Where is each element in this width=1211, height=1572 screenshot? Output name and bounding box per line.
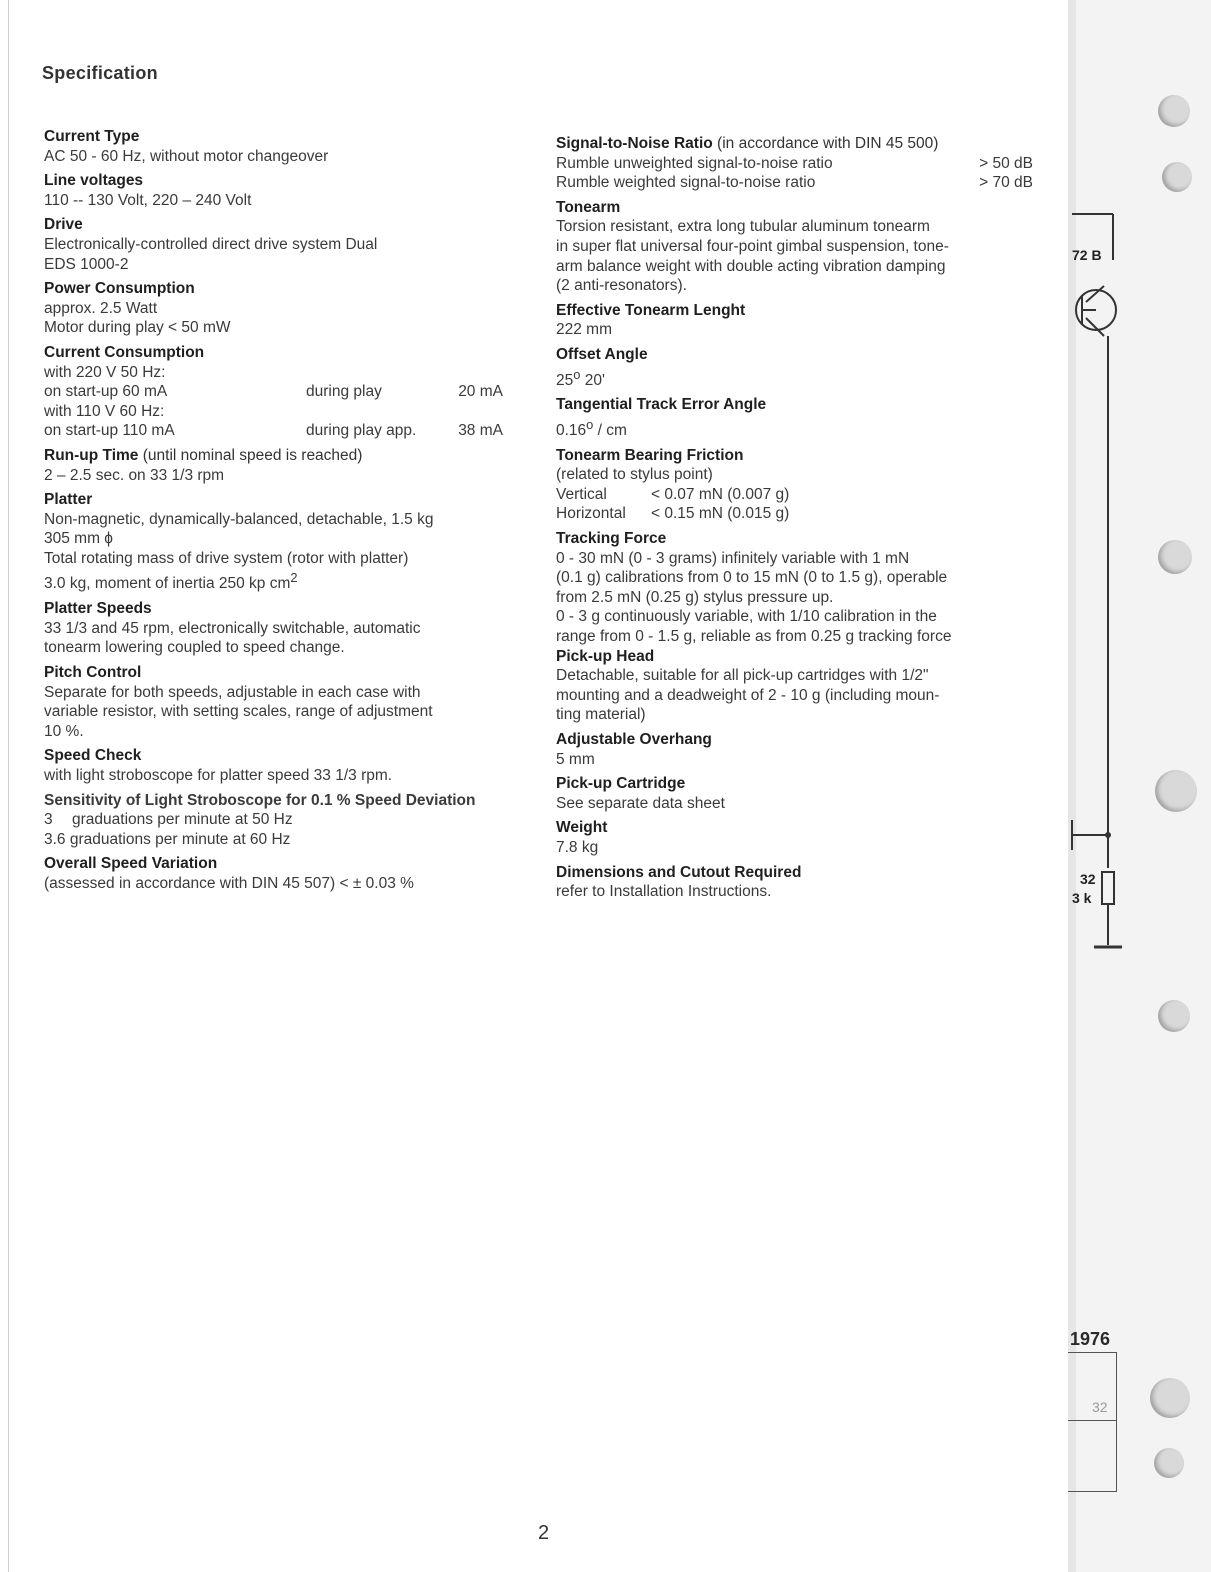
section-heading: Power Consumption bbox=[44, 280, 195, 298]
section-line: (related to stylus point) bbox=[556, 466, 713, 484]
section-heading: Platter Speeds bbox=[44, 600, 152, 618]
section-line: refer to Installation Instructions. bbox=[556, 883, 772, 901]
page-edge bbox=[8, 0, 9, 1572]
section-line: tonearm lowering coupled to speed change. bbox=[44, 639, 345, 657]
section-line bbox=[556, 365, 1038, 391]
section-line: (2 anti-resonators). bbox=[556, 277, 687, 295]
section-line: in super flat universal four-point gimbal suspension, tone- bbox=[556, 237, 949, 255]
angle-value: 25 bbox=[556, 371, 574, 389]
section-line: Total rotating mass of drive system (rotor with platter) bbox=[44, 549, 409, 567]
section-line: mounting and a deadweight of 2 - 10 g (including moun- bbox=[556, 686, 940, 704]
section-line: with light stroboscope for platter speed 33 1/3 rpm. bbox=[44, 766, 393, 784]
section-line: 3.6 graduations per minute at 60 Hz bbox=[44, 830, 291, 848]
section-speed-check bbox=[44, 746, 519, 785]
section-heading: Line voltages bbox=[44, 172, 144, 190]
friction-axis: Horizontal bbox=[556, 505, 626, 523]
section-current-type bbox=[44, 127, 519, 166]
current-row bbox=[44, 421, 519, 441]
section-tangential-error bbox=[556, 395, 1038, 440]
section-line bbox=[44, 568, 519, 594]
section-line: range from 0 - 1.5 g, reliable as from 0.25 g tracking force bbox=[556, 627, 952, 645]
section-line: Detachable, suitable for all pick-up cartridges with 1/2" bbox=[556, 667, 929, 685]
section-heading: Tracking Force bbox=[556, 530, 667, 547]
section-line: EDS 1000-2 bbox=[44, 255, 129, 273]
snr-label: Rumble unweighted signal-to-noise ratio bbox=[556, 154, 833, 172]
section-overhang bbox=[556, 730, 1038, 769]
section-line: (0.1 g) calibrations from 0 to 15 mN (0 to 1.5 g), operable bbox=[556, 569, 948, 587]
section-line: Motor during play < 50 mW bbox=[44, 319, 231, 337]
section-runup-time bbox=[44, 446, 519, 485]
section-line: 0 - 3 g continuously variable, with 1/10 calibration in the bbox=[556, 608, 937, 626]
year-box-divider bbox=[1068, 1420, 1116, 1421]
section-line: See separate data sheet bbox=[556, 794, 725, 812]
snr-row bbox=[556, 154, 1038, 174]
section-platter-speeds bbox=[44, 599, 519, 658]
punch-hole bbox=[1150, 1378, 1190, 1418]
section-heading: Signal-to-Noise Ratio bbox=[556, 135, 713, 152]
current-value: 38 mA bbox=[458, 422, 503, 440]
section-line: approx. 2.5 Watt bbox=[44, 299, 158, 317]
current-value: 20 mA bbox=[458, 383, 503, 401]
section-signal-to-noise bbox=[556, 134, 1038, 193]
current-row bbox=[44, 382, 519, 402]
section-heading: Speed Check bbox=[44, 747, 142, 765]
section-heading: Tonearm Bearing Friction bbox=[556, 446, 744, 464]
current-start: on start-up 110 mA bbox=[44, 422, 175, 440]
section-effective-length bbox=[556, 301, 1038, 340]
friction-row bbox=[556, 504, 1038, 524]
friction-value: < 0.15 mN (0.015 g) bbox=[651, 505, 790, 523]
section-platter bbox=[44, 490, 519, 594]
schematic-fragment bbox=[1068, 200, 1128, 970]
angle-rest: 20' bbox=[580, 371, 605, 389]
section-heading: Offset Angle bbox=[556, 345, 648, 363]
punch-hole bbox=[1158, 1000, 1190, 1032]
section-power-consumption bbox=[44, 279, 519, 338]
graduation-text: graduations per minute at 50 Hz bbox=[72, 811, 293, 829]
section-line: with 220 V 50 Hz: bbox=[44, 363, 166, 381]
section-heading: Adjustable Overhang bbox=[556, 730, 712, 748]
snr-row bbox=[556, 173, 1038, 193]
page-title: Specification bbox=[42, 63, 158, 83]
section-line: 0 - 30 mN (0 - 3 grams) infinitely variable with 1 mN bbox=[556, 549, 910, 567]
section-line: with 110 V 60 Hz: bbox=[44, 402, 165, 420]
left-column bbox=[44, 127, 519, 899]
degree-mark: o bbox=[573, 366, 581, 382]
section-line: 222 mm bbox=[556, 321, 612, 339]
schematic-label-resistor-number: 32 bbox=[1080, 871, 1096, 887]
sensitivity-row bbox=[44, 810, 519, 830]
section-heading: Dimensions and Cutout Required bbox=[556, 863, 802, 881]
section-line: ting material) bbox=[556, 706, 646, 724]
section-heading: Run-up Time bbox=[44, 446, 139, 464]
section-bearing-friction bbox=[556, 446, 1038, 524]
friction-row bbox=[556, 485, 1038, 505]
angle-rest: / cm bbox=[593, 422, 627, 440]
section-heading: Current Type bbox=[44, 128, 140, 145]
section-heading: Sensitivity of Light Stroboscope for 0.1 % Speed Deviation bbox=[44, 791, 476, 809]
schematic-label-resistor-value: 3 k bbox=[1072, 890, 1092, 906]
section-line: Electronically-controlled direct drive system Dual bbox=[44, 235, 378, 253]
section-heading: Pitch Control bbox=[44, 664, 142, 681]
inertia-text: 3.0 kg, moment of inertia 250 kp cm bbox=[44, 575, 291, 593]
section-line: Separate for both speeds, adjustable in each case with bbox=[44, 683, 421, 701]
inertia-superscript: 2 bbox=[290, 570, 298, 586]
section-heading: Current Consumption bbox=[44, 343, 205, 361]
snr-value: > 70 dB bbox=[979, 174, 1033, 192]
section-pitch-control bbox=[44, 663, 519, 741]
section-line: (assessed in accordance with DIN 45 507) < ± 0.03 % bbox=[44, 874, 414, 892]
year-label: 1976 bbox=[1070, 1329, 1111, 1349]
section-heading: Tonearm bbox=[556, 198, 621, 216]
section-heading: Platter bbox=[44, 491, 93, 509]
section-pickup-cartridge bbox=[556, 774, 1038, 813]
section-line-voltages bbox=[44, 171, 519, 210]
section-line: variable resistor, with setting scales, range of adjustment bbox=[44, 703, 433, 721]
right-column bbox=[556, 134, 1038, 907]
friction-axis: Vertical bbox=[556, 485, 607, 503]
snr-label: Rumble weighted signal-to-noise ratio bbox=[556, 174, 816, 192]
degree-mark: o bbox=[586, 416, 594, 432]
section-line: 2 – 2.5 sec. on 33 1/3 rpm bbox=[44, 466, 225, 484]
section-dimensions bbox=[556, 863, 1038, 902]
section-tonearm bbox=[556, 198, 1038, 296]
section-line: 305 mm ϕ bbox=[44, 530, 113, 548]
section-heading: Pick-up Head bbox=[556, 647, 655, 665]
section-line: Torsion resistant, extra long tubular aluminum tonearm bbox=[556, 218, 930, 236]
snr-value: > 50 dB bbox=[979, 154, 1033, 172]
section-heading: Pick-up Cartridge bbox=[556, 775, 686, 793]
section-line: arm balance weight with double acting vibration damping bbox=[556, 257, 946, 275]
section-offset-angle bbox=[556, 345, 1038, 390]
section-heading-note: (in accordance with DIN 45 500) bbox=[717, 135, 939, 152]
section-line bbox=[556, 415, 1038, 441]
section-line: 33 1/3 and 45 rpm, electronically switchable, automatic bbox=[44, 619, 421, 637]
section-weight bbox=[556, 818, 1038, 857]
section-line: from 2.5 mN (0.25 g) stylus pressure up. bbox=[556, 588, 834, 606]
year-sub-number: 32 bbox=[1092, 1399, 1108, 1415]
section-heading: Weight bbox=[556, 819, 608, 837]
section-overall-speed bbox=[44, 854, 519, 893]
angle-value: 0.16 bbox=[556, 422, 587, 440]
page-number: 2 bbox=[538, 1522, 550, 1544]
current-mode: during play app. bbox=[306, 422, 417, 440]
schematic-label-transistor: 72 B bbox=[1072, 247, 1102, 263]
section-heading: Tangential Track Error Angle bbox=[556, 396, 767, 414]
section-pickup-head bbox=[556, 647, 1038, 725]
punch-hole bbox=[1155, 770, 1197, 812]
section-heading-note: (until nominal speed is reached) bbox=[142, 446, 363, 464]
current-start: on start-up 60 mA bbox=[44, 383, 168, 401]
section-line: Non-magnetic, dynamically-balanced, detachable, 1.5 kg bbox=[44, 510, 434, 528]
section-line: 110 -- 130 Volt, 220 – 240 Volt bbox=[44, 191, 252, 209]
punch-hole bbox=[1154, 1448, 1184, 1478]
year-box bbox=[1068, 1352, 1117, 1492]
punch-hole bbox=[1162, 162, 1192, 192]
section-drive bbox=[44, 215, 519, 274]
graduation-count: 3 bbox=[44, 811, 53, 829]
section-heading: Effective Tonearm Lenght bbox=[556, 301, 746, 319]
section-line: 10 %. bbox=[44, 722, 84, 740]
friction-value: < 0.07 mN (0.007 g) bbox=[651, 485, 790, 503]
section-heading: Drive bbox=[44, 216, 83, 234]
section-current-consumption bbox=[44, 343, 519, 441]
section-heading: Overall Speed Variation bbox=[44, 855, 218, 873]
section-line: 7.8 kg bbox=[556, 838, 599, 856]
punch-hole bbox=[1158, 95, 1190, 127]
section-sensitivity bbox=[44, 791, 519, 850]
current-mode: during play bbox=[306, 383, 382, 401]
punch-hole bbox=[1158, 540, 1192, 574]
section-line: AC 50 - 60 Hz, without motor changeover bbox=[44, 147, 329, 165]
section-tracking-force bbox=[556, 529, 1038, 647]
section-line: 5 mm bbox=[556, 750, 595, 768]
